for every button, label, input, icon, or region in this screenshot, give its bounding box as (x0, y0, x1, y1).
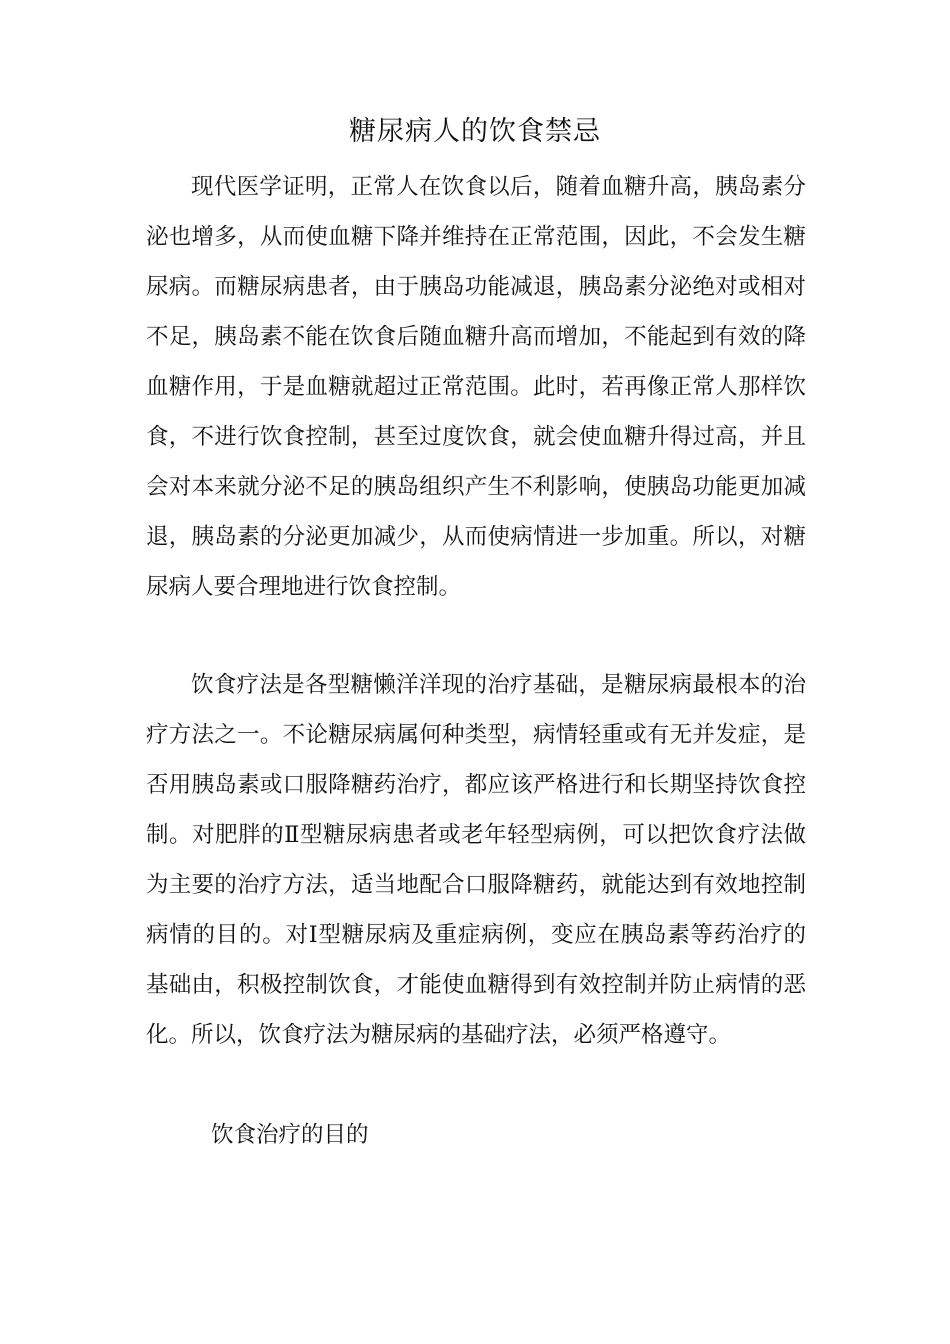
paragraph-diet-therapy: 饮食疗法是各型糖懒洋洋现的治疗基础，是糖尿病最根本的治疗方法之一。不论糖尿病属何种类型，病情轻重或有无并发症，是否用胰岛素或口服降糖药治疗，都应该严格进行和长期坚持饮食控制。对肥胖的Ⅱ型糖尿病患者或老年轻型病例，可以把饮食疗法做为主要的治疗方法，适当地配合口服降糖药，就能达到有效地控制病情的目的。对Ⅰ型糖尿病及重症病例，变应在胰岛素等药治疗的基础由，积极控制饮食，才能使血糖得到有效控制并防止病情的恶化。所以，饮食疗法为糖尿病的基础疗法，必须严格遵守。 (146, 672, 806, 1048)
document-title: 糖尿病人的饮食禁忌 (349, 116, 601, 147)
section-heading: 饮食治疗的目的 (211, 1122, 369, 1148)
paragraph-intro: 现代医学证明，正常人在饮食以后，随着血糖升高，胰岛素分泌也增多，从而使血糖下降并维持在正常范围，因此，不会发生糖尿病。而糖尿病患者，由于胰岛功能减退，胰岛素分泌绝对或相对不足，胰岛素不能在饮食后随血糖升高而增加，不能起到有效的降血糖作用，于是血糖就超过正常范围。此时，若再像正常人那样饮食，不进行饮食控制，甚至过度饮食，就会使血糖升得过高，并且会对本来就分泌不足的胰岛组织产生不利影响，使胰岛功能更加减退，胰岛素的分泌更加减少，从而使病情进一步加重。所以，对糖尿病人要合理地进行饮食控制。 (146, 174, 806, 600)
